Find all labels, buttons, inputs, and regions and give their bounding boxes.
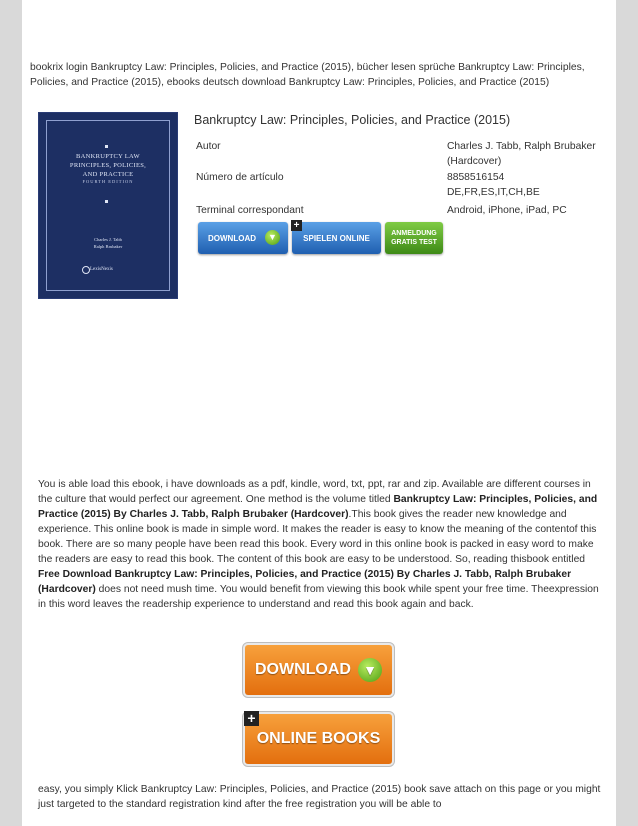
download-label: DOWNLOAD <box>208 233 256 243</box>
cover-authors: Charles J. Tabb Ralph Brubaker <box>93 237 123 249</box>
author-label: Autor <box>196 141 221 152</box>
play-online-label: SPIELEN ONLINE <box>303 233 370 243</box>
document-page <box>22 0 616 826</box>
download-arrow-icon: ▼ <box>358 658 382 682</box>
article-label: Número de artículo <box>196 172 284 183</box>
cover-publisher: LexisNexis <box>90 267 113 272</box>
cover-edition: FOURTH EDITION <box>82 179 134 184</box>
book-title-bold: Bankruptcy Law: Principles, Policies, and Practice (2015) By Charles J. Tabb, Ralph Brubaker (Hardcover) <box>38 494 598 520</box>
terminal-value: Android, iPhone, iPad, PC <box>447 205 567 216</box>
cover-ornament <box>105 145 108 148</box>
intro-paragraph: bookrix login Bankruptcy Law: Principles, Policies, and Practice (2015), bücher lesen sprüche Bankruptcy Law: Principles, Policies, and Practice (2015), ebooks deutsch download Bankruptcy Law: Principles, Policies, and Practice (2015) <box>30 62 585 88</box>
plus-icon: + <box>244 711 259 726</box>
register-free-trial-button[interactable] <box>385 222 443 254</box>
book-title: Bankruptcy Law: Principles, Policies, and Practice (2015) <box>194 113 511 127</box>
online-books-button[interactable] <box>245 710 392 764</box>
download-button-small[interactable] <box>198 222 288 254</box>
online-books-label: ONLINE BOOKS <box>256 730 381 747</box>
book-cover-image <box>38 112 178 299</box>
cover-frame <box>46 120 170 291</box>
terminal-label: Terminal correspondant <box>196 205 304 216</box>
publisher-logo-icon <box>82 266 90 274</box>
plus-icon: + <box>291 220 302 231</box>
register-label-line2: GRATIS TEST <box>391 239 437 246</box>
register-label-line1: ANMELDUNG <box>391 230 437 237</box>
download-button-large[interactable] <box>245 645 392 695</box>
body-paragraph: You is able load this ebook, i have downloads as a pdf, kindle, word, txt, ppt, rar and zip. Available are different courses in the culture that would perfect our agreement. One method is the volume titled Bankruptcy Law: Principles, Policies, and Practice (2015) By Charles J. Tabb, Ralph Brubaker (Hardcover).This book gives the reader new knowledge and experience. This online book is made in simple word. It makes the reader is easy to know the meaning of the contentof this book. There are so many people have been read this book. Every word in this online book is packed in easy word to make the readers are easy to read this book. The content of this book are easy to be understood. So, reading thisbook entitled Free Download Bankruptcy Law: Principles, Policies, and Practice (2015) By Charles J. Tabb, Ralph Brubaker (Hardcover) does not need mush time. You would benefit from viewing this book while spent your free time. Theexpression in this word leaves the readership experience to understand and read this book again and back. <box>38 479 599 610</box>
download-large-label: DOWNLOAD <box>255 661 351 678</box>
cover-title: BANKRUPTCY LAW PRINCIPLES, POLICIES, AND PRACTICE <box>69 153 147 178</box>
author-value: Charles J. Tabb, Ralph Brubaker (Hardcover) <box>447 141 596 167</box>
article-value: 8858516154 DE,FR,ES,IT,CH,BE <box>447 172 540 198</box>
footer-paragraph: easy, you simply Klick Bankruptcy Law: Principles, Policies, and Practice (2015) book save attach on this page or you might just targeted to the standard registration kind after the free registration you will be able to <box>38 784 601 810</box>
download-arrow-icon: ▼ <box>265 230 280 245</box>
play-online-button[interactable] <box>292 222 381 254</box>
free-download-title-bold: Free Download Bankruptcy Law: Principles, Policies, and Practice (2015) By Charles J. Tabb, Ralph Brubaker (Hardcover) <box>38 569 572 595</box>
cover-ornament <box>105 200 108 203</box>
